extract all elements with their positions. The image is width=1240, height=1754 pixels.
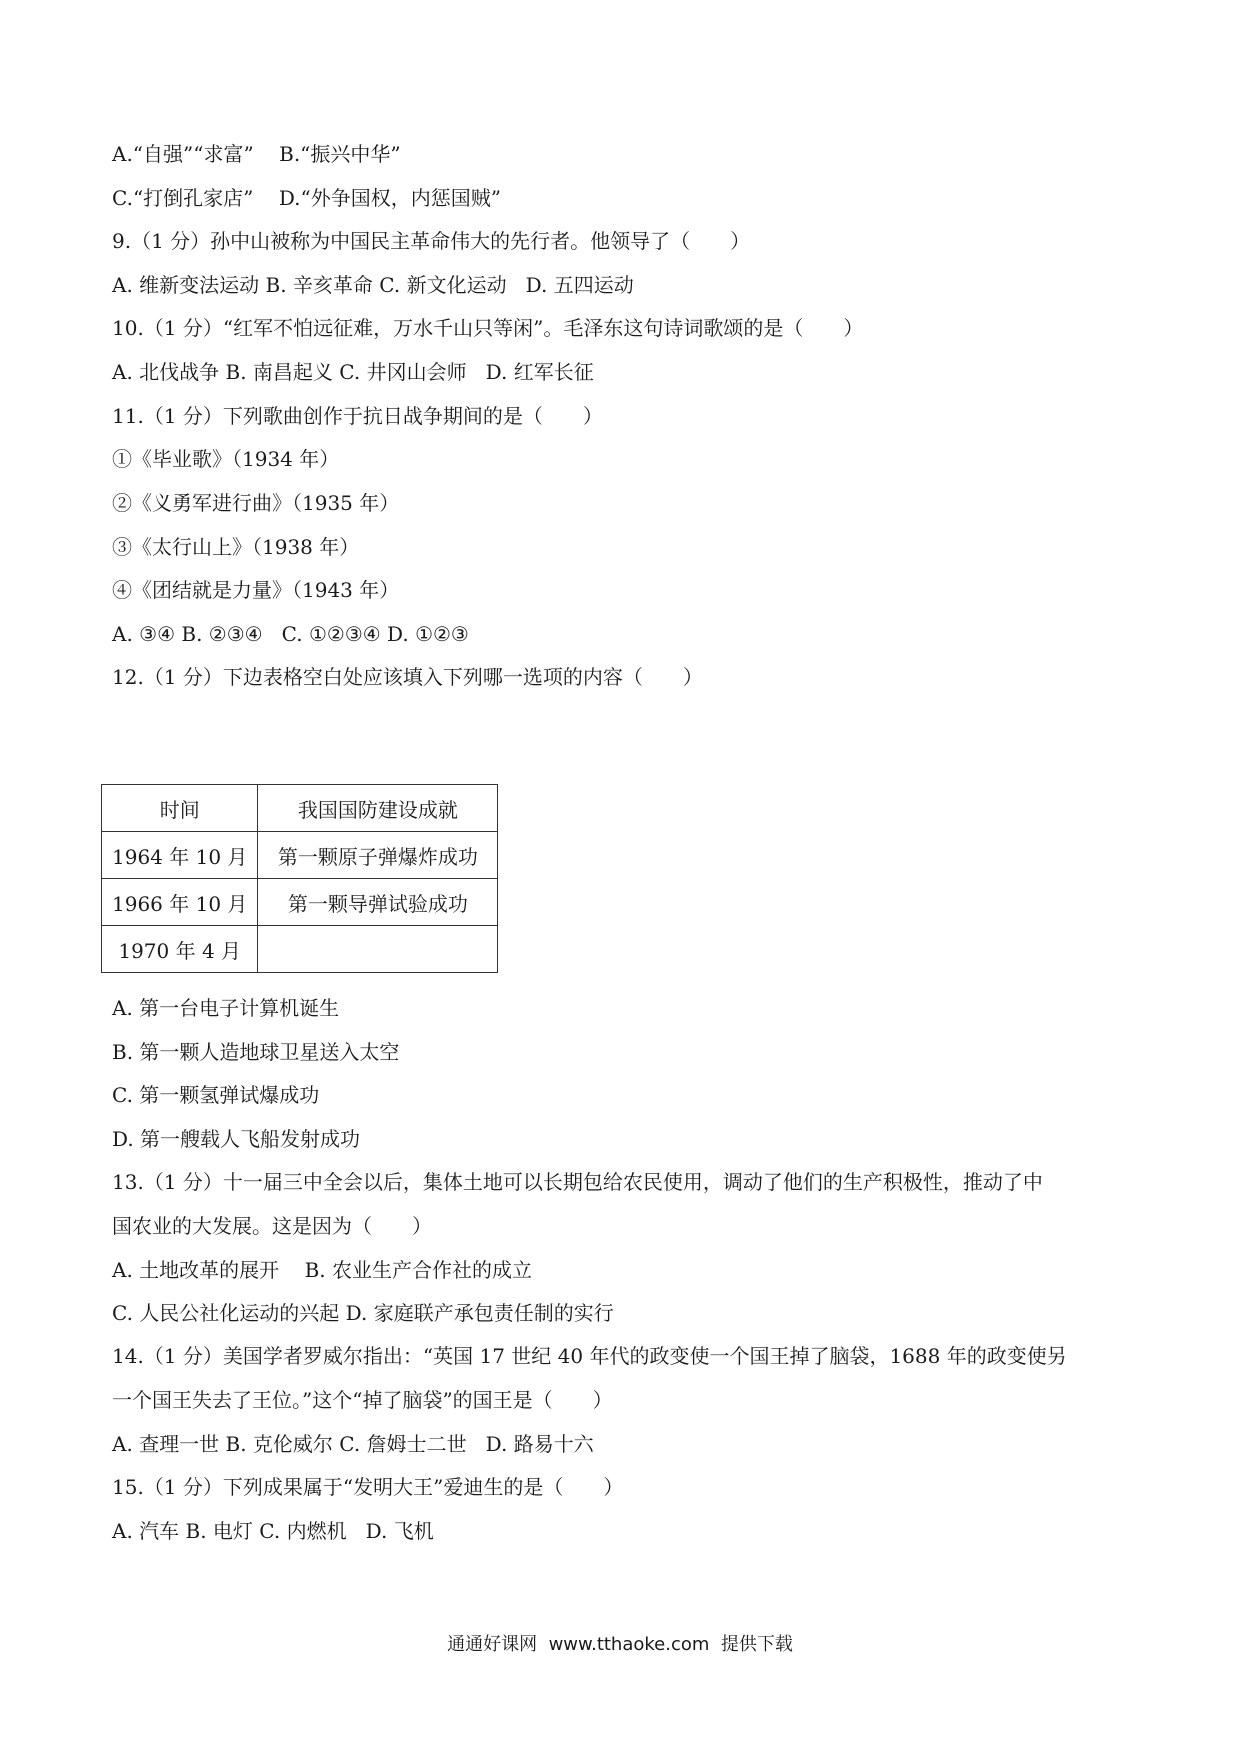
q11-item-4: ④《团结就是力量》（1943 年） — [112, 578, 400, 602]
q9-options: A. 维新变法运动 B. 辛亥革命 C. 新文化运动 D. 五四运动 — [112, 273, 634, 297]
q12-option-c: C. 第一颗氢弹试爆成功 — [112, 1083, 320, 1107]
q12-option-b: B. 第一颗人造地球卫星送入太空 — [112, 1040, 400, 1064]
q15-options: A. 汽车 B. 电灯 C. 内燃机 D. 飞机 — [112, 1519, 434, 1543]
q11-item-1: ①《毕业歌》（1934 年） — [112, 447, 340, 471]
table-cell-time: 1966 年 10 月 — [102, 879, 258, 926]
q8-options-ab: A.“自强”“求富” B.“振兴中华” — [112, 142, 401, 166]
q10-options: A. 北伐战争 B. 南昌起义 C. 井冈山会师 D. 红军长征 — [112, 360, 594, 384]
q13-options-ab: A. 土地改革的展开 B. 农业生产合作社的成立 — [112, 1258, 532, 1282]
table-row — [102, 879, 498, 926]
table-row — [102, 832, 498, 879]
q15-stem: 15.（1 分）下列成果属于“发明大王”爱迪生的是（ ） — [112, 1475, 624, 1499]
q13-stem-line-2: 国农业的大发展。这是因为（ ） — [112, 1214, 432, 1238]
q14-stem-line-2: 一个国王失去了王位。”这个“掉了脑袋”的国王是（ ） — [112, 1388, 613, 1412]
table-header-time: 时间 — [102, 785, 258, 832]
q10-stem: 10.（1 分）“红军不怕远征难，万水千山只等闲”。毛泽东这句诗词歌颂的是（ ） — [112, 316, 864, 340]
table-row — [102, 926, 498, 973]
q9-stem: 9.（1 分）孙中山被称为中国民主革命伟大的先行者。他领导了（ ） — [112, 229, 751, 253]
q8-options-cd: C.“打倒孔家店” D.“外争国权，内惩国贼” — [112, 186, 501, 210]
q12-option-d: D. 第一艘载人飞船发射成功 — [112, 1127, 361, 1151]
table-cell-achievement: 第一颗导弹试验成功 — [258, 879, 498, 926]
q13-stem-line-1: 13.（1 分）十一届三中全会以后，集体土地可以长期包给农民使用，调动了他们的生产积极性，推动了中 — [112, 1170, 1043, 1194]
q12-option-a: A. 第一台电子计算机诞生 — [112, 996, 340, 1020]
table-cell-time: 1970 年 4 月 — [102, 926, 258, 973]
q11-stem: 11.（1 分）下列歌曲创作于抗日战争期间的是（ ） — [112, 404, 603, 428]
table-cell-achievement: 第一颗原子弹爆炸成功 — [258, 832, 498, 879]
table-cell-time: 1964 年 10 月 — [102, 832, 258, 879]
defense-achievements-table — [101, 784, 498, 973]
q11-item-3: ③《太行山上》（1938 年） — [112, 535, 360, 559]
q14-stem-line-1: 14.（1 分）美国学者罗威尔指出：“英国 17 世纪 40 年代的政变使一个国王掉了脑袋，1688 年的政变使另 — [112, 1344, 1067, 1368]
table-cell-blank — [258, 926, 498, 973]
table-header-achievement: 我国国防建设成就 — [258, 785, 498, 832]
q11-item-2: ②《义勇军进行曲》（1935 年） — [112, 491, 400, 515]
table-header-row — [102, 785, 498, 832]
q14-options: A. 查理一世 B. 克伦威尔 C. 詹姆士二世 D. 路易十六 — [112, 1432, 594, 1456]
q13-options-cd: C. 人民公社化运动的兴起 D. 家庭联产承包责任制的实行 — [112, 1301, 614, 1325]
page-footer: 通通好课网 www.tthaoke.com 提供下载 — [447, 1634, 793, 1655]
q12-stem: 12.（1 分）下边表格空白处应该填入下列哪一选项的内容（ ） — [112, 665, 703, 689]
q11-options: A. ③④ B. ②③④ C. ①②③④ D. ①②③ — [112, 622, 469, 646]
